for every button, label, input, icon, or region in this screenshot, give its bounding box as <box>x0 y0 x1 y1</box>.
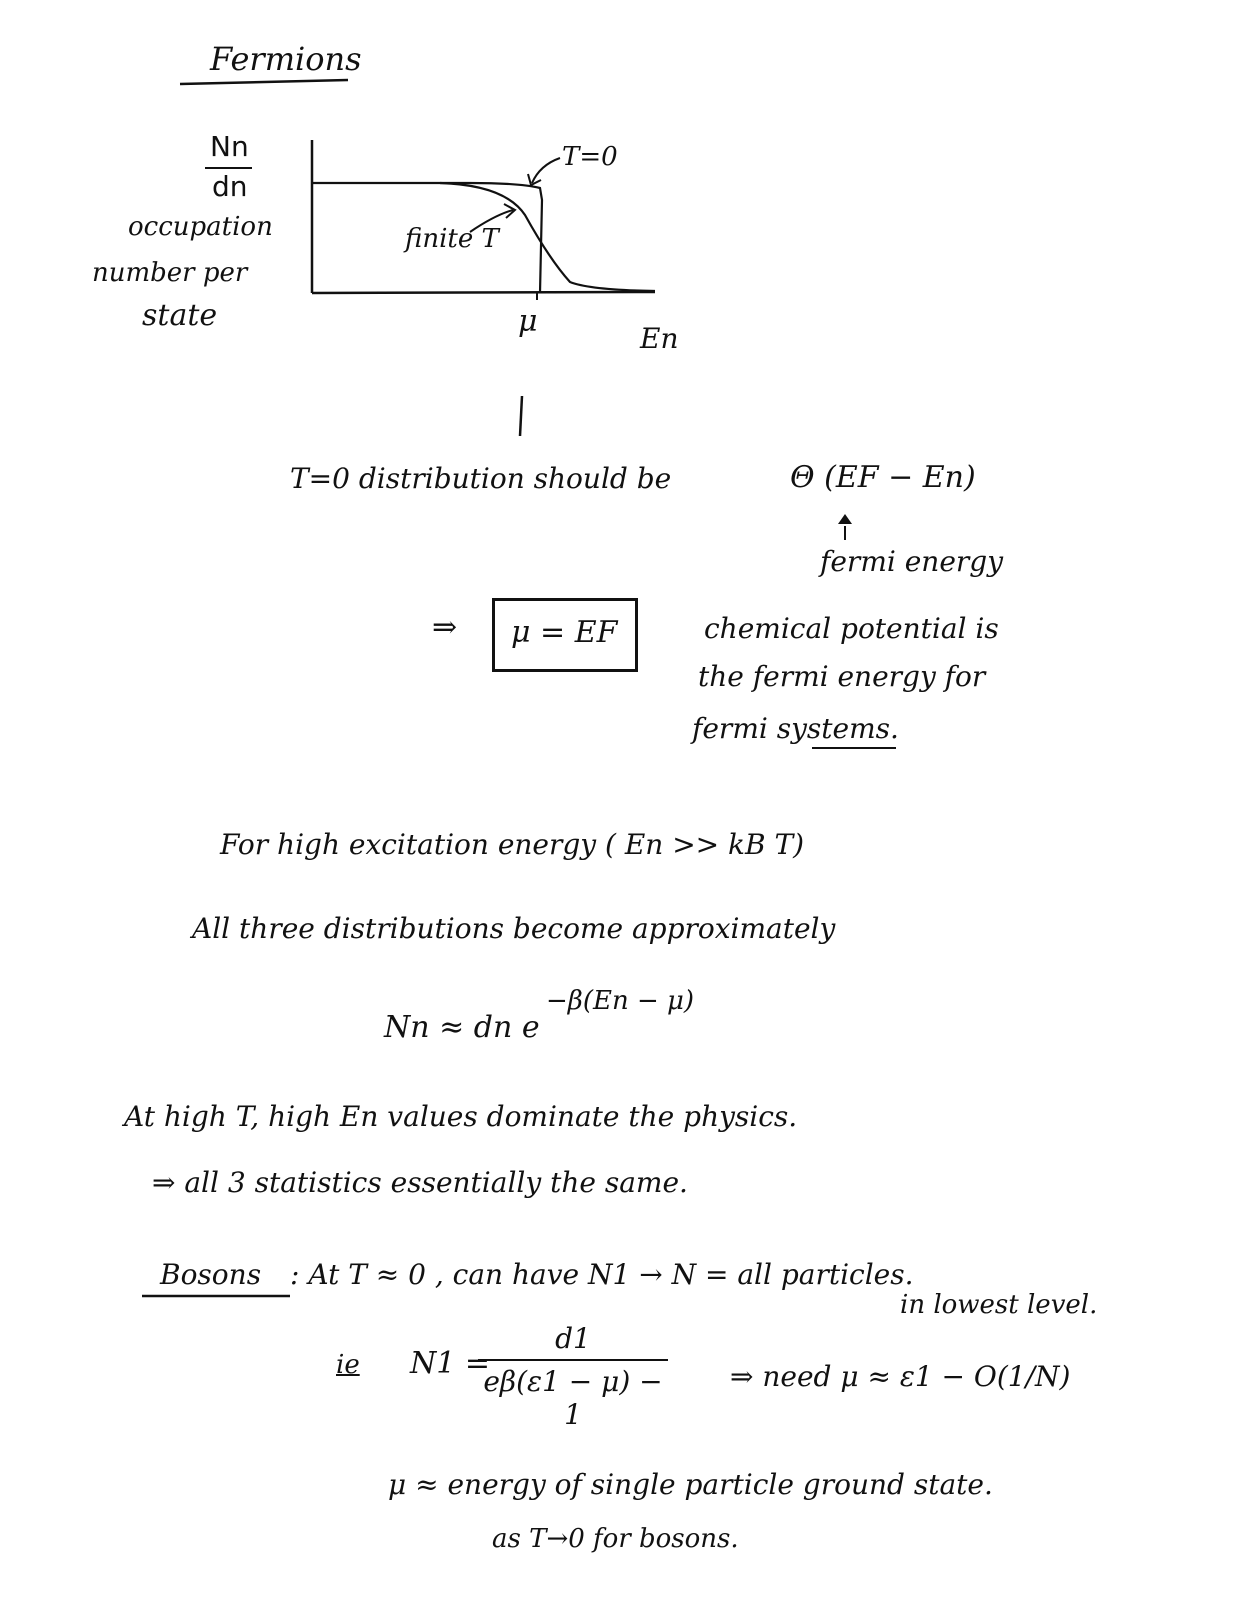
implies-arrow: ⇒ <box>432 610 458 645</box>
need-mu-line: ⇒ need μ ≈ ε1 − O(1/N) <box>730 1360 1071 1393</box>
ylabel-desc-3: state <box>142 298 218 333</box>
theta-expression: Θ (EF − En) <box>790 460 976 495</box>
fraction-denominator: eβ(ε1 − μ) − 1 <box>483 1365 663 1431</box>
ylabel-desc-1: occupation <box>128 212 273 242</box>
high-excitation-line: For high excitation energy ( En >> kB T) <box>220 828 805 861</box>
label-finite-t: finite T <box>405 224 499 254</box>
chemical-potential-line-2: the fermi energy for <box>698 660 986 693</box>
fraction-numerator: d1 <box>555 1322 591 1355</box>
chemical-potential-line-1: chemical potential is <box>704 612 999 645</box>
ground-state-line: μ ≈ energy of single particle ground state. <box>388 1468 993 1501</box>
chem-3-a: fermi <box>692 712 777 745</box>
fraction-bar <box>478 1359 668 1361</box>
mu-tick-label: μ <box>518 304 538 339</box>
x-axis-label: En <box>640 322 679 355</box>
boxed-result <box>492 598 638 672</box>
ylabel-denominator: dn <box>212 170 248 203</box>
bosons-limit-line: as T→0 for bosons. <box>492 1524 739 1554</box>
bosons-heading: Bosons <box>160 1258 262 1291</box>
n1-equals: N1 = <box>410 1346 491 1381</box>
page-title: Fermions <box>210 40 362 78</box>
chemical-potential-line-3 <box>692 712 899 745</box>
ylabel-desc-2: number per <box>92 258 248 288</box>
mu-equals-ef: μ = EF <box>511 615 618 650</box>
ie-label: ie <box>336 1350 360 1380</box>
statistics-same-line: ⇒ all 3 statistics essentially the same. <box>152 1166 688 1199</box>
approx-formula-exponent: −β(En − μ) <box>546 986 695 1016</box>
high-t-line: At high T, high En values dominate the physics. <box>124 1100 798 1133</box>
arrow-t0-icon <box>532 158 560 183</box>
label-t0: T=0 <box>562 142 618 172</box>
x-axis <box>312 292 655 293</box>
n1-fraction <box>478 1322 668 1431</box>
fermi-energy-label: fermi energy <box>820 545 1004 578</box>
chem-3-b: systems. <box>776 712 899 745</box>
all-three-line: All three distributions become approximately <box>192 912 836 945</box>
bosons-line-1: : At T ≈ 0 , can have N1 → N = all particles. <box>290 1258 914 1291</box>
bosons-line-2: in lowest level. <box>900 1290 1098 1320</box>
ylabel-numerator: Nn <box>210 130 249 163</box>
approx-formula: Nn ≈ dn e <box>384 1010 540 1045</box>
t0-distribution-text: T=0 distribution should be <box>290 462 672 495</box>
